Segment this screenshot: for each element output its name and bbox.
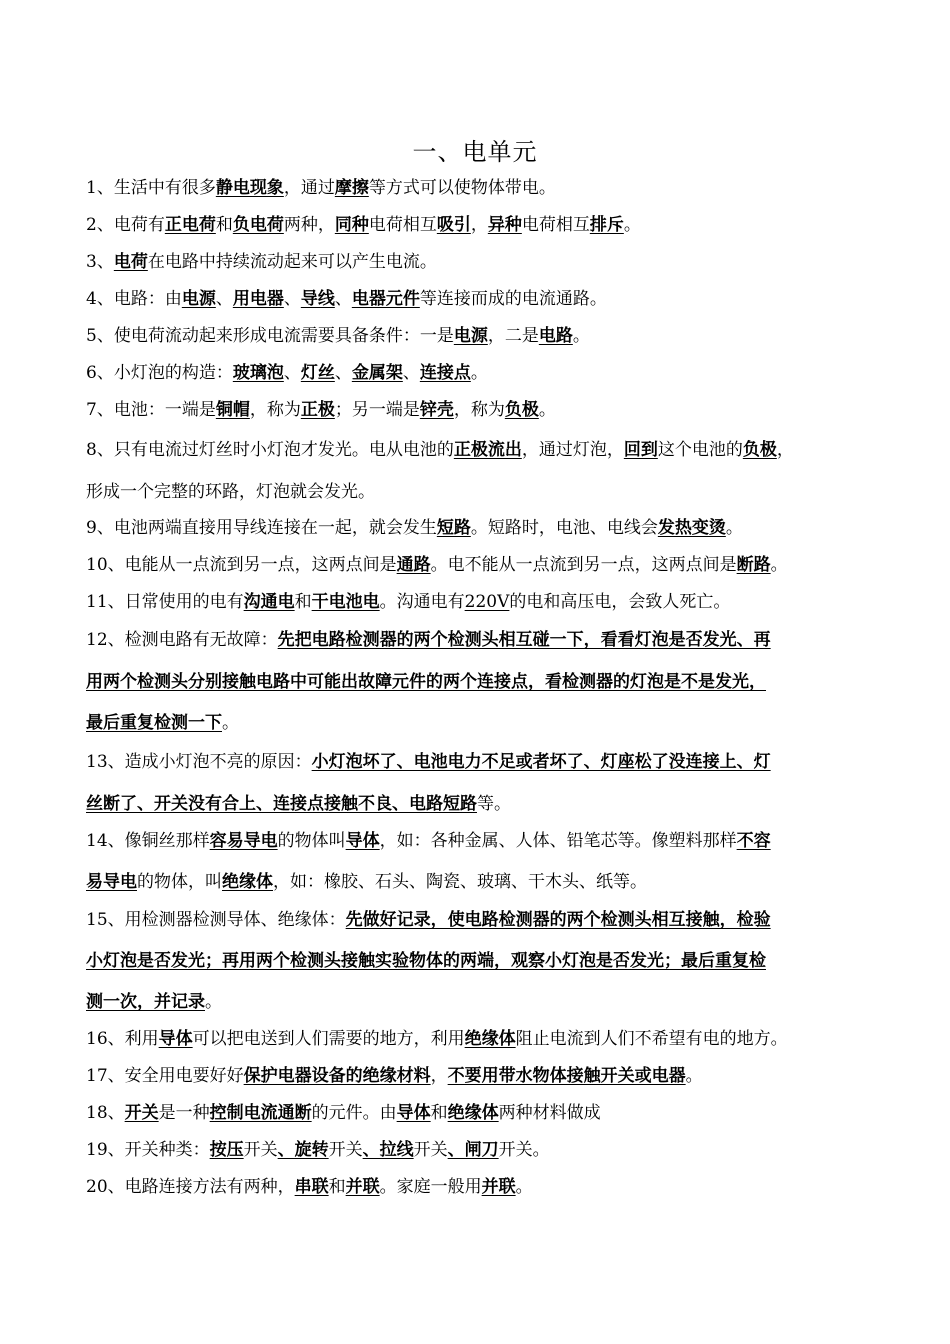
keyword: 灯丝 (300, 363, 335, 383)
text-segment: 5、使电荷流动起来形成电流需要具备条件：一是 (86, 326, 454, 346)
text-segment: 7、电池：一端是 (86, 400, 216, 420)
text-segment: 两种材料做成 (498, 1103, 601, 1123)
text-line (86, 590, 886, 614)
text-segment: ，称为 (453, 400, 505, 420)
text-segment: 和 (328, 1177, 346, 1197)
text-segment: 4、电路：由 (86, 289, 182, 309)
text-segment: ，如：橡胶、石头、陶瓷、玻璃、干木头、纸等。 (273, 872, 647, 892)
text-segment: 的元件。由 (311, 1103, 397, 1123)
text-segment: 的物体叫 (277, 831, 346, 851)
text-segment: 阻止电流到人们不希望有电的地方。 (515, 1029, 788, 1049)
keyword: 静电现象 (215, 178, 284, 198)
keyword: 吸引 (436, 215, 471, 235)
keyword: 先把电路检测器的两个检测头相互碰一下，看看灯泡是否发光、再 (277, 630, 771, 650)
keyword: 短路 (436, 518, 471, 538)
text-line (86, 870, 886, 894)
text-segment: 13、造成小灯泡不亮的原因： (86, 752, 312, 772)
keyword: 断路 (736, 555, 771, 575)
text-segment: 、 (402, 363, 420, 383)
text-segment: 12、检测电路有无故障： (86, 630, 278, 650)
text-line (86, 908, 886, 932)
text-segment: 、 (215, 289, 233, 309)
keyword: 沟通电 (243, 592, 295, 612)
keyword: 电荷 (113, 252, 148, 272)
text-segment: 。 (623, 215, 641, 235)
text-line (86, 711, 886, 735)
text-segment: 2、电荷有 (86, 215, 165, 235)
keyword: 绝缘体 (447, 1103, 499, 1123)
keyword: 小灯泡是否发光；再用两个检测头接触实验物体的两端，观察小灯泡是否发光；最后重复检 (86, 951, 766, 971)
keyword: 导体 (396, 1103, 431, 1123)
text-line (86, 670, 886, 694)
text-segment: 可以把电送到人们需要的地方，利用 (192, 1029, 465, 1049)
text-line (86, 1175, 886, 1199)
text-segment: 和 (294, 592, 312, 612)
text-segment: 开关 (328, 1140, 363, 1160)
text-segment: 。电不能从一点流到另一点，这两点间是 (430, 555, 737, 575)
keyword: 电源 (181, 289, 216, 309)
text-line (86, 438, 886, 462)
text-segment: 20、电路连接方法有两种， (86, 1177, 295, 1197)
text-segment: 。 (538, 400, 556, 420)
text-segment: 形成一个完整的环路，灯泡就会发光。 (86, 482, 375, 502)
text-segment: 1、生活中有很多 (86, 178, 216, 198)
keyword: 导体 (158, 1029, 193, 1049)
text-segment: 在电路中持续流动起来可以产生电流。 (147, 252, 437, 272)
text-segment: ；另一端是 (334, 400, 420, 420)
keyword: 最后重复检测一下 (86, 713, 222, 733)
text-segment: 19、开关种类： (86, 1140, 210, 1160)
text-line (86, 750, 886, 774)
keyword: 干电池电 (311, 592, 380, 612)
text-segment: 15、用检测器检测导体、绝缘体： (86, 910, 346, 930)
keyword: 不要用带水物体接触开关或电器 (447, 1066, 686, 1086)
keyword: 同种 (334, 215, 369, 235)
text-segment: 的物体，叫 (137, 872, 222, 892)
text-segment: 的电和高压电，会致人死亡。 (509, 592, 731, 612)
keyword: 玻璃泡 (232, 363, 284, 383)
text-line (86, 361, 886, 385)
text-segment: 、 (334, 363, 352, 383)
text-segment: 16、利用 (86, 1029, 159, 1049)
text-line (86, 1138, 886, 1162)
text-segment: 、 (334, 289, 352, 309)
text-segment: 这个电池的 (657, 440, 743, 460)
text-segment: ， (470, 215, 488, 235)
text-line (86, 829, 886, 853)
keyword: 铜帽 (215, 400, 250, 420)
text-segment: 9、电池两端直接用导线连接在一起，就会发生 (86, 518, 437, 538)
text-line (86, 1027, 886, 1051)
keyword: 开关 (124, 1103, 159, 1123)
text-segment: 。 (770, 555, 788, 575)
keyword: 异种 (487, 215, 522, 235)
keyword: 通路 (396, 555, 431, 575)
text-segment: ，称为 (249, 400, 301, 420)
keyword: 、拉线 (362, 1140, 414, 1160)
text-segment: 。沟通电有 (379, 592, 465, 612)
keyword: 并联 (481, 1177, 516, 1197)
keyword: 用电器 (232, 289, 284, 309)
text-segment: 。 (470, 363, 488, 383)
text-line (86, 250, 886, 274)
keyword: 负电荷 (232, 215, 284, 235)
text-line (86, 1064, 886, 1088)
text-segment: ，通过灯泡， (521, 440, 624, 460)
text-segment: 是一种 (158, 1103, 210, 1123)
keyword: 导体 (345, 831, 380, 851)
text-line (86, 949, 886, 973)
keyword: 导线 (300, 289, 335, 309)
text-line (86, 628, 886, 652)
text-segment: 8、只有电流过灯丝时小灯泡才发光。电从电池的 (86, 440, 454, 460)
text-segment: 11、日常使用的电有 (86, 592, 244, 612)
text-segment: 。 (222, 713, 239, 733)
text-line (86, 480, 886, 504)
keyword: 小灯泡坏了、电池电力不足或者坏了、灯座松了没连接上、灯 (311, 752, 771, 772)
text-segment: 电荷相互 (368, 215, 437, 235)
keyword: 绝缘体 (464, 1029, 516, 1049)
text-segment: 开关 (413, 1140, 448, 1160)
keyword: 摩擦 (334, 178, 369, 198)
keyword: 正电荷 (164, 215, 216, 235)
keyword: 控制电流通断 (209, 1103, 312, 1123)
text-segment: 开关。 (498, 1140, 550, 1160)
keyword: 电器元件 (351, 289, 420, 309)
keyword: 并联 (345, 1177, 380, 1197)
text-segment: ， (430, 1066, 448, 1086)
text-segment: 18、 (86, 1103, 125, 1123)
text-line (86, 324, 886, 348)
text-segment: 电荷相互 (521, 215, 590, 235)
text-segment: 14、像铜丝那样 (86, 831, 210, 851)
keyword: 金属架 (351, 363, 403, 383)
keyword: 先做好记录，使电路检测器的两个检测头相互接触，检验 (345, 910, 771, 930)
keyword: 绝缘体 (222, 872, 273, 892)
keyword: 保护电器设备的绝缘材料 (243, 1066, 431, 1086)
text-segment: 。 (515, 1177, 533, 1197)
keyword: 电源 (453, 326, 488, 346)
keyword: 用两个检测头分别接触电路中可能出故障元件的两个连接点，看检测器的灯泡是不是发光， (86, 672, 766, 692)
text-segment: ，二是 (487, 326, 539, 346)
text-segment: 、 (283, 289, 301, 309)
text-segment: ， (776, 440, 794, 460)
text-segment: 和 (430, 1103, 448, 1123)
text-segment: 等连接而成的电流通路。 (419, 289, 607, 309)
text-segment: 等。 (477, 794, 511, 814)
text-line (86, 398, 886, 422)
keyword: 按压 (209, 1140, 244, 1160)
text-line (86, 213, 886, 237)
text-segment: 。 (685, 1066, 703, 1086)
text-segment: 等方式可以使物体带电。 (368, 178, 556, 198)
text-line (86, 516, 886, 540)
text-segment: 、 (283, 363, 301, 383)
keyword: 、闸刀 (447, 1140, 499, 1160)
text-line (86, 792, 886, 816)
keyword: 负极 (504, 400, 539, 420)
keyword: 锌壳 (419, 400, 454, 420)
keyword: 电路 (538, 326, 573, 346)
keyword: 容易导电 (209, 831, 278, 851)
keyword: 排斥 (589, 215, 624, 235)
keyword: 发热变烫 (657, 518, 726, 538)
text-segment: 17、安全用电要好好 (86, 1066, 244, 1086)
text-line (86, 990, 886, 1014)
text-segment: 。 (725, 518, 743, 538)
text-segment: ，通过 (283, 178, 335, 198)
keyword: 易导电 (86, 872, 137, 892)
text-segment: 。短路时，电池、电线会 (470, 518, 658, 538)
keyword: 不容 (736, 831, 771, 851)
keyword: 正极 (300, 400, 335, 420)
text-segment: 3、 (86, 252, 114, 272)
keyword: 连接点 (419, 363, 471, 383)
text-line (86, 553, 886, 577)
keyword: 串联 (294, 1177, 329, 1197)
text-line (86, 1101, 886, 1125)
text-segment: 两种， (283, 215, 335, 235)
keyword: 回到 (623, 440, 658, 460)
keyword: 测一次，并记录 (86, 992, 205, 1012)
keyword: 丝断了、开关没有合上、连接点接触不良、电路短路 (86, 794, 477, 814)
text-segment: ，如：各种金属、人体、铅笔芯等。像塑料那样 (379, 831, 737, 851)
page-title: 一、电单元 (412, 138, 538, 166)
text-segment: 开关 (243, 1140, 278, 1160)
text-line (86, 287, 886, 311)
keyword: 、旋转 (277, 1140, 329, 1160)
text-segment: 10、电能从一点流到另一点，这两点间是 (86, 555, 397, 575)
text-segment: 。 (205, 992, 222, 1012)
underlined-text: 220V (464, 592, 510, 612)
keyword: 正极流出 (453, 440, 522, 460)
text-segment: 6、小灯泡的构造： (86, 363, 233, 383)
keyword: 负极 (742, 440, 777, 460)
text-segment: 。家庭一般用 (379, 1177, 482, 1197)
text-segment: 。 (572, 326, 590, 346)
text-line (86, 176, 886, 200)
text-segment: 和 (215, 215, 233, 235)
